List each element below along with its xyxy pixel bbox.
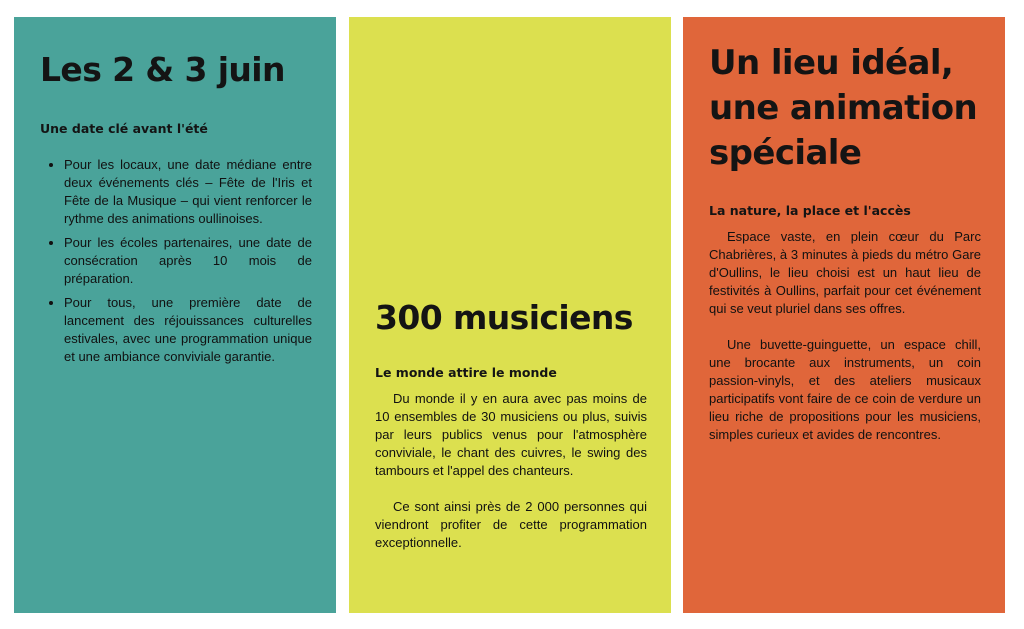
bullet-list bbox=[40, 156, 312, 366]
paragraph: Du monde il y en aura avec pas moins de 10 ensembles de 30 musiciens ou plus, suivis par leurs publics venus pour l'atmosphère conviviale, le chant des cuivres, le swing des tambours et l'appel des chanteurs. bbox=[375, 391, 647, 478]
title-line: Un lieu idéal, bbox=[709, 43, 954, 83]
panel-subtitle: La nature, la place et l'accès bbox=[709, 203, 911, 218]
paragraph: Ce sont ainsi près de 2 000 personnes qui viendront profiter de cette programmation exceptionnelle. bbox=[375, 499, 647, 550]
list-item: • Pour tous, une première date de lancement des réjouissances culturelles estivales, avec une programmation unique et une ambiance conviviale garantie. bbox=[64, 294, 312, 366]
panel-subtitle: Le monde attire le monde bbox=[375, 365, 557, 380]
paragraph: Espace vaste, en plein cœur du Parc Chabrières, à 3 minutes à pieds du métro Gare d'Oullins, le lieu choisi est un haut lieu de festivités à Oullins, parfait pour cet événement qui se veut pluriel dans ses offres. bbox=[709, 229, 981, 316]
title-line: une animation bbox=[709, 88, 978, 128]
title-line: spéciale bbox=[709, 133, 862, 173]
panel-subtitle: Une date clé avant l'été bbox=[40, 121, 208, 136]
paragraph: Une buvette-guinguette, un espace chill, une brocante aux instruments, un coin passion-vinyls, et des ateliers musicaux participatifs vont faire de ce coin de verdure un lieu riche de propositions pour les musiciens, simples curieux et avides de rencontres. bbox=[709, 337, 981, 442]
panel-title: 300 musiciens bbox=[375, 298, 633, 337]
list-item: • Pour les écoles partenaires, une date de consécration après 10 mois de préparation. bbox=[64, 234, 312, 288]
panel-title bbox=[709, 41, 981, 176]
panel-venue bbox=[683, 17, 1005, 613]
list-item: • Pour les locaux, une date médiane entre deux événements clés – Fête de l'Iris et Fête de la Musique – qui vient renforcer le rythme des animations oullinoises. bbox=[64, 156, 312, 228]
panel-dates bbox=[14, 17, 336, 613]
panel-title: Les 2 & 3 juin bbox=[40, 50, 285, 89]
panel-musicians bbox=[349, 17, 671, 613]
